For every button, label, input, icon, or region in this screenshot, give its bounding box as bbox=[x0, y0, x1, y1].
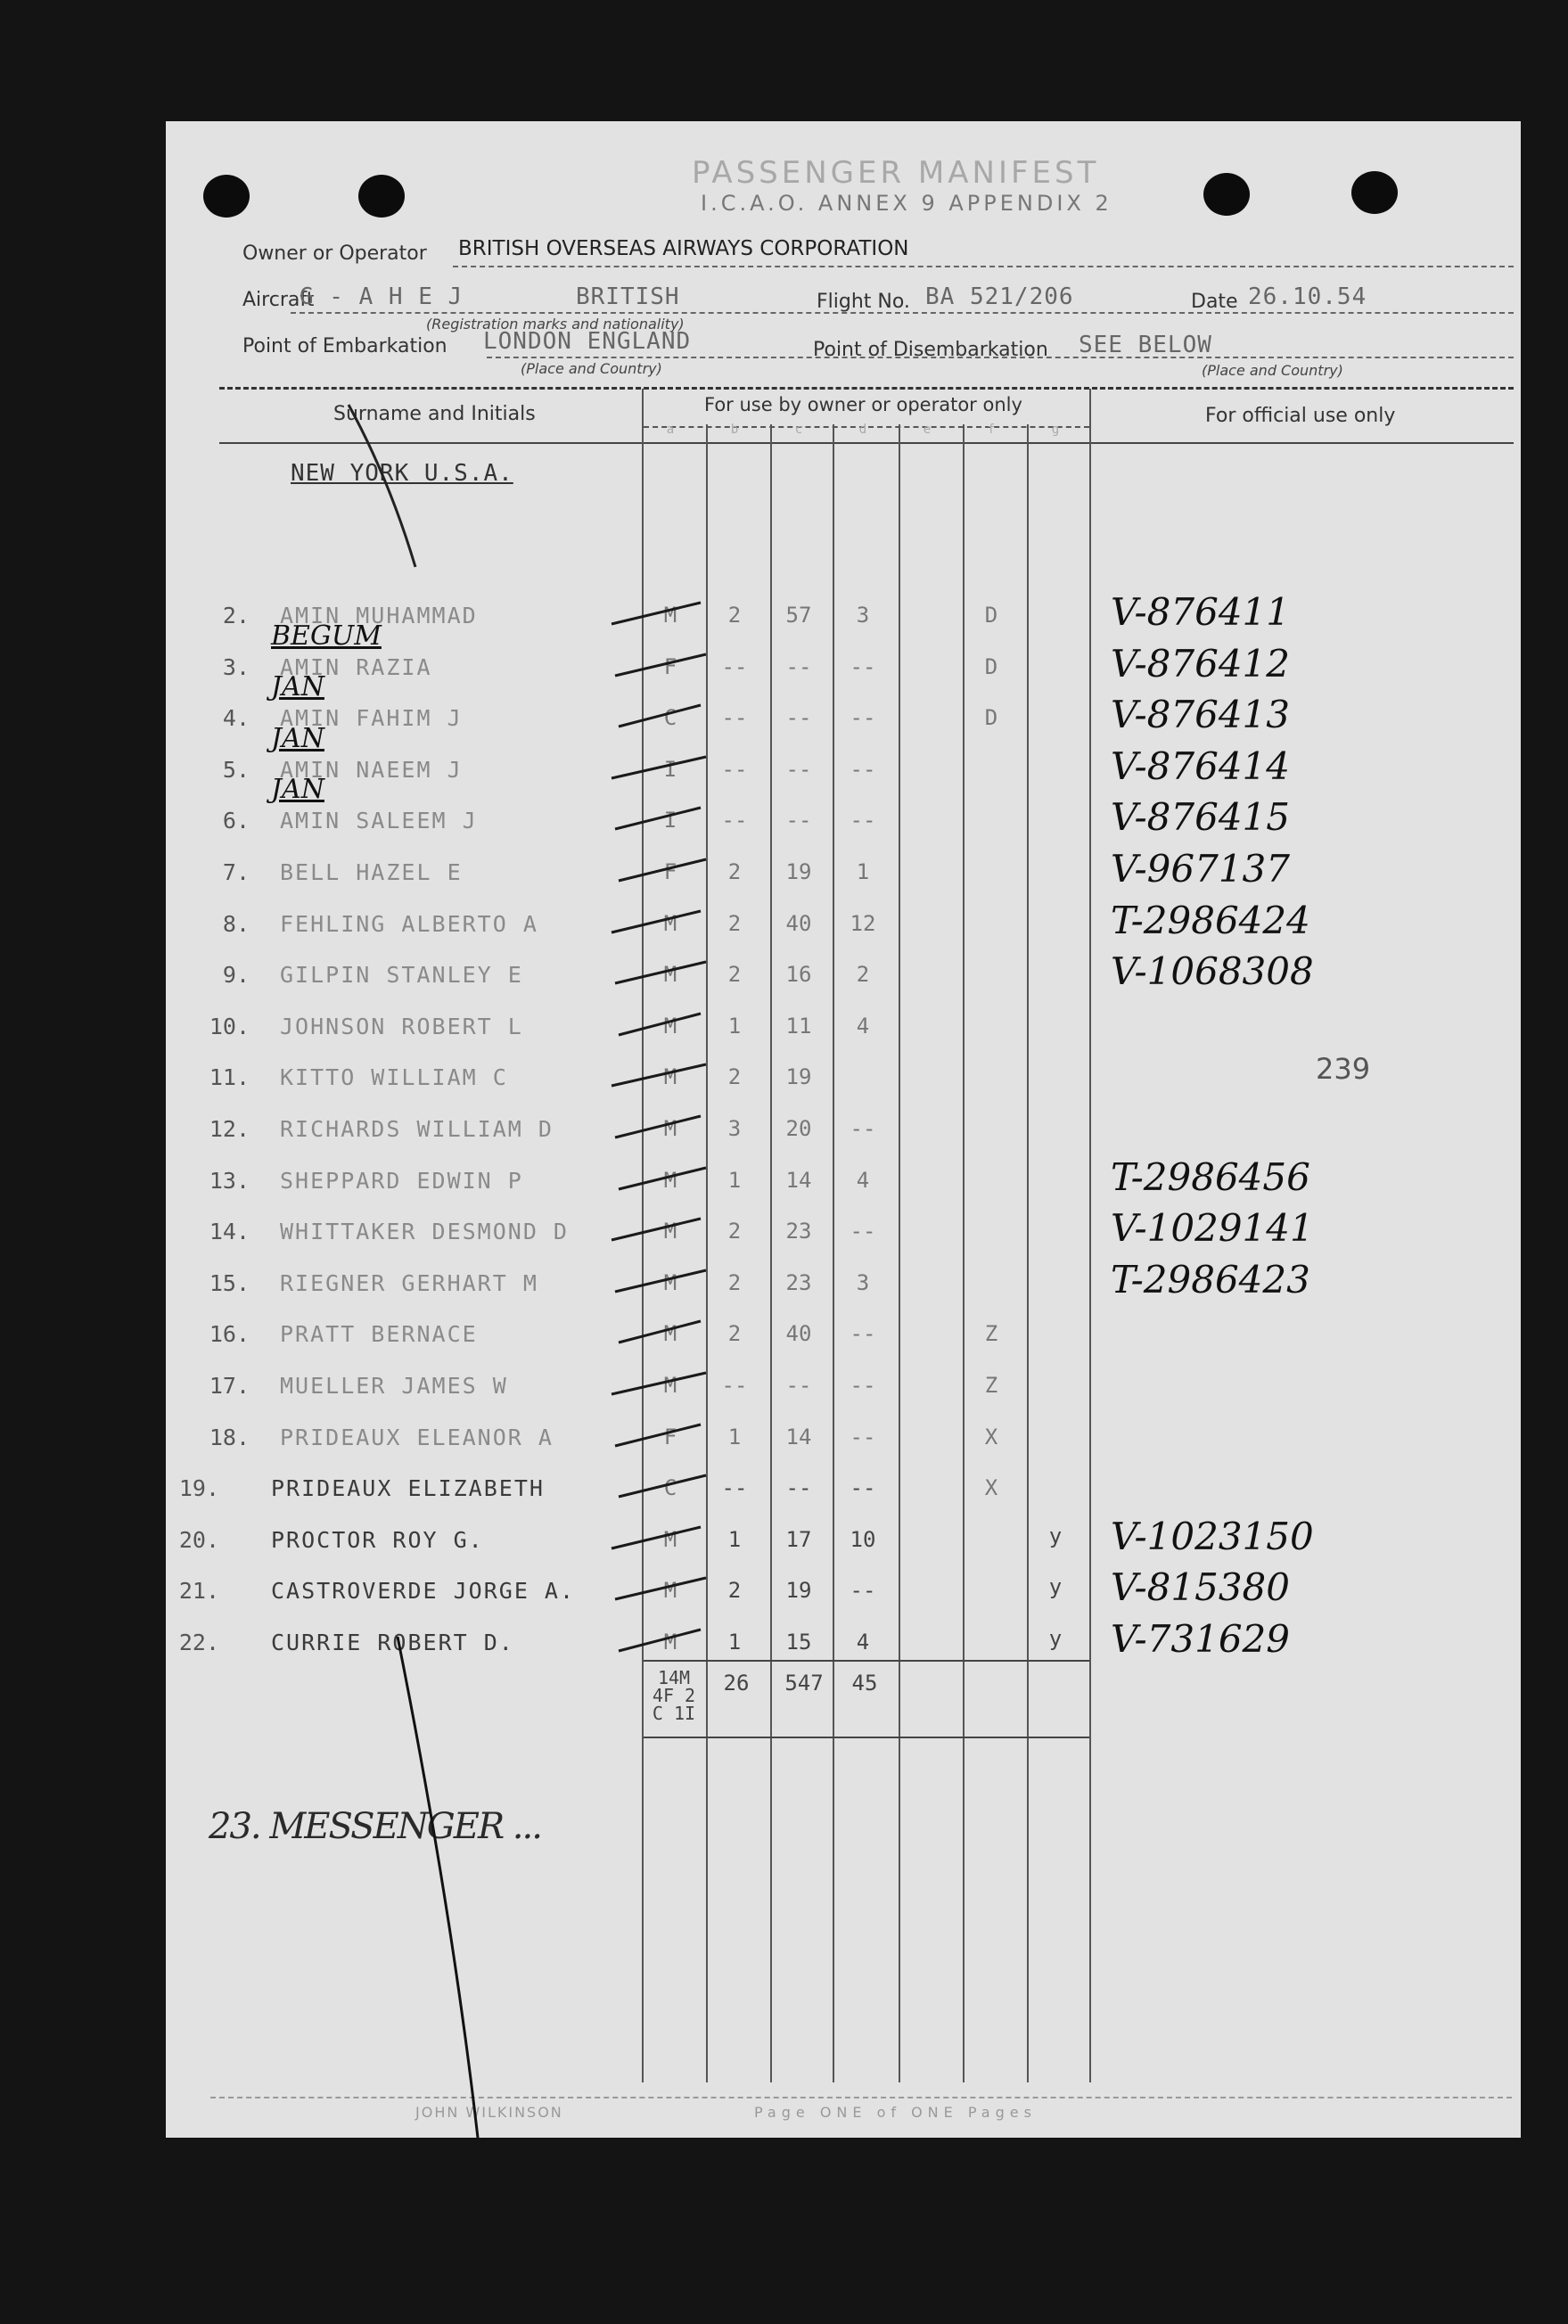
embark-value: LONDON ENGLAND bbox=[483, 328, 692, 355]
cell-b: -- bbox=[721, 1475, 748, 1500]
cell-a: F bbox=[663, 1425, 677, 1449]
cell-c: -- bbox=[785, 1475, 812, 1500]
subcolumn-letter: c bbox=[794, 423, 803, 437]
pen-marks bbox=[166, 121, 1521, 2138]
cell-f: Z bbox=[984, 1321, 998, 1346]
cell-g: y bbox=[1048, 1626, 1063, 1651]
cell-d: -- bbox=[850, 1116, 876, 1141]
scribbled-entry: 23. MESSENGER ... bbox=[209, 1806, 541, 1847]
handwritten-correction: JAN bbox=[271, 774, 324, 805]
passenger-name: PRIDEAUX ELIZABETH bbox=[271, 1475, 545, 1501]
cell-a: I bbox=[663, 757, 677, 782]
cell-f: X bbox=[984, 1475, 998, 1500]
cell-a: M bbox=[663, 1373, 677, 1398]
cell-b: 2 bbox=[727, 911, 742, 936]
check-tick bbox=[615, 1116, 701, 1137]
row-number: 18. bbox=[209, 1425, 250, 1450]
official-number: T-2986456 bbox=[1111, 1155, 1310, 1199]
row-number: 13. bbox=[209, 1168, 250, 1194]
cell-c: 40 bbox=[785, 1321, 812, 1346]
check-tick bbox=[619, 1630, 701, 1651]
cell-d: 3 bbox=[856, 1270, 870, 1295]
handwritten-correction: BEGUM bbox=[271, 620, 382, 652]
row-number: 17. bbox=[209, 1373, 250, 1399]
passenger-name: AMIN SALEEM J bbox=[280, 808, 478, 834]
cell-a: I bbox=[663, 808, 677, 833]
check-tick bbox=[612, 603, 701, 624]
cell-c: 23 bbox=[785, 1219, 812, 1244]
registration-note: (Registration marks and nationality) bbox=[426, 316, 685, 333]
cell-b: 1 bbox=[727, 1527, 742, 1552]
official-number: T-2986423 bbox=[1111, 1258, 1310, 1302]
passenger-name: PROCTOR ROY G. bbox=[271, 1527, 484, 1553]
subcolumn-letter: g bbox=[1051, 423, 1060, 437]
cell-d: -- bbox=[850, 1321, 876, 1346]
cell-f: D bbox=[984, 654, 998, 679]
cell-g: y bbox=[1048, 1574, 1063, 1599]
col-official-header: For official use only bbox=[1205, 405, 1396, 427]
cell-c: 40 bbox=[785, 911, 812, 936]
cell-b: 1 bbox=[727, 1014, 742, 1039]
check-tick bbox=[619, 705, 701, 727]
aircraft-value: G - A H E J bbox=[300, 283, 464, 310]
check-tick bbox=[612, 1064, 706, 1086]
total-a: 14M 4F 2C 1I bbox=[652, 1667, 696, 1724]
col-owner-header: For use by owner or operator only bbox=[704, 394, 1022, 415]
date-label: Date bbox=[1191, 291, 1238, 313]
cell-a: M bbox=[663, 603, 677, 628]
passenger-name: BELL HAZEL E bbox=[280, 859, 463, 885]
subcolumn-letter: d bbox=[858, 423, 867, 437]
manifest-title: PASSENGER MANIFEST bbox=[692, 155, 1100, 191]
cell-d: 10 bbox=[850, 1527, 876, 1552]
passenger-name: FEHLING ALBERTO A bbox=[280, 911, 538, 937]
cell-b: -- bbox=[721, 757, 748, 782]
cell-b: 1 bbox=[727, 1630, 742, 1655]
row-number: 12. bbox=[209, 1116, 250, 1142]
official-number: 239 bbox=[1316, 1052, 1371, 1086]
cell-d: 4 bbox=[856, 1630, 870, 1655]
check-tick bbox=[615, 808, 701, 829]
passenger-name: SHEPPARD EDWIN P bbox=[280, 1168, 523, 1194]
disembark-value: SEE BELOW bbox=[1079, 332, 1212, 358]
cell-d: -- bbox=[850, 1578, 876, 1603]
check-tick bbox=[615, 1578, 706, 1599]
cell-a: C bbox=[663, 1475, 677, 1500]
owner-label: Owner or Operator bbox=[242, 242, 427, 265]
cell-f: Z bbox=[984, 1373, 998, 1398]
cell-d: 2 bbox=[856, 962, 870, 987]
total-b: 26 bbox=[723, 1671, 750, 1696]
cell-b: -- bbox=[721, 654, 748, 679]
check-tick bbox=[619, 1168, 706, 1189]
cell-d: 4 bbox=[856, 1168, 870, 1193]
cell-a: M bbox=[663, 1527, 677, 1552]
col-name-header: Surname and Initials bbox=[333, 403, 536, 425]
subcolumn-letter: b bbox=[730, 423, 739, 437]
passenger-name: GILPIN STANLEY E bbox=[280, 962, 523, 988]
passenger-name: CURRIE ROBERT D. bbox=[271, 1630, 514, 1655]
row-number: 15. bbox=[209, 1270, 250, 1296]
check-tick bbox=[619, 1475, 706, 1497]
cell-c: 11 bbox=[785, 1014, 812, 1039]
row-number: 16. bbox=[209, 1321, 250, 1347]
cell-a: M bbox=[663, 1064, 677, 1089]
cell-d: 3 bbox=[856, 603, 870, 628]
handwritten-correction: JAN bbox=[271, 671, 324, 702]
cell-c: 23 bbox=[785, 1270, 812, 1295]
cell-d: -- bbox=[850, 757, 876, 782]
row-number: 14. bbox=[209, 1219, 250, 1244]
cell-d: -- bbox=[850, 1475, 876, 1500]
cell-b: -- bbox=[721, 705, 748, 730]
cell-d: -- bbox=[850, 808, 876, 833]
row-number: 20. bbox=[178, 1527, 219, 1553]
row-number: 9. bbox=[222, 962, 250, 988]
cell-a: M bbox=[663, 1116, 677, 1141]
check-tick bbox=[619, 859, 706, 881]
check-tick bbox=[612, 1527, 701, 1548]
cell-c: -- bbox=[785, 654, 812, 679]
cell-b: 2 bbox=[727, 1064, 742, 1089]
check-tick bbox=[612, 1373, 706, 1394]
cell-b: -- bbox=[721, 808, 748, 833]
official-number: V-1068308 bbox=[1111, 949, 1314, 993]
check-tick bbox=[619, 1014, 701, 1035]
aircraft-label: Aircraft bbox=[242, 289, 315, 311]
cell-d: 12 bbox=[850, 911, 876, 936]
subcolumn-letter: e bbox=[923, 423, 932, 437]
cell-b: 2 bbox=[727, 859, 742, 884]
total-d: 45 bbox=[851, 1671, 878, 1696]
date-value: 26.10.54 bbox=[1248, 283, 1367, 310]
cell-a: F bbox=[663, 859, 677, 884]
cell-d: -- bbox=[850, 654, 876, 679]
cell-d: -- bbox=[850, 705, 876, 730]
manifest-subtitle: I.C.A.O. ANNEX 9 APPENDIX 2 bbox=[701, 191, 1112, 216]
cell-c: 19 bbox=[785, 1578, 812, 1603]
cell-d: 1 bbox=[856, 859, 870, 884]
manifest-sheet bbox=[166, 121, 1521, 2138]
official-number: V-815380 bbox=[1111, 1565, 1290, 1609]
row-number: 8. bbox=[222, 911, 250, 937]
cell-c: -- bbox=[785, 808, 812, 833]
cell-d: -- bbox=[850, 1219, 876, 1244]
official-number: V-876413 bbox=[1111, 693, 1290, 736]
cell-a: M bbox=[663, 1168, 677, 1193]
cell-d: 4 bbox=[856, 1014, 870, 1039]
cell-f: X bbox=[984, 1425, 998, 1449]
official-number: V-876411 bbox=[1111, 590, 1290, 634]
disembark-label: Point of Disembarkation bbox=[813, 339, 1048, 361]
official-number: V-876412 bbox=[1111, 642, 1290, 686]
cell-c: 19 bbox=[785, 1064, 812, 1089]
cell-a: C bbox=[663, 705, 677, 730]
cell-a: M bbox=[663, 911, 677, 936]
cell-c: 17 bbox=[785, 1527, 812, 1552]
cell-a: M bbox=[663, 1630, 677, 1655]
row-number: 19. bbox=[178, 1475, 219, 1501]
cell-c: 14 bbox=[785, 1425, 812, 1449]
passenger-name: RICHARDS WILLIAM D bbox=[280, 1116, 554, 1142]
row-number: 6. bbox=[222, 808, 250, 834]
cell-c: 14 bbox=[785, 1168, 812, 1193]
cell-c: -- bbox=[785, 705, 812, 730]
passenger-name: PRIDEAUX ELEANOR A bbox=[280, 1425, 554, 1450]
cell-d: -- bbox=[850, 1425, 876, 1449]
cell-a: M bbox=[663, 1219, 677, 1244]
nationality-value: BRITISH bbox=[576, 283, 680, 310]
cell-b: 2 bbox=[727, 962, 742, 987]
flight-label: Flight No. bbox=[817, 291, 910, 313]
passenger-name: CASTROVERDE JORGE A. bbox=[271, 1578, 576, 1604]
flight-value: BA 521/206 bbox=[925, 283, 1074, 310]
check-tick bbox=[619, 1321, 701, 1343]
check-tick bbox=[615, 1425, 701, 1446]
passenger-name: AMIN MUHAMMAD bbox=[280, 603, 478, 628]
row-number: 22. bbox=[178, 1630, 219, 1655]
destination-label: NEW YORK U.S.A. bbox=[291, 460, 513, 487]
row-number: 2. bbox=[222, 603, 250, 628]
cell-g: y bbox=[1048, 1523, 1063, 1548]
check-tick bbox=[612, 1219, 701, 1240]
passenger-name: AMIN FAHIM J bbox=[280, 705, 463, 731]
cell-f: D bbox=[984, 705, 998, 730]
cell-b: 2 bbox=[727, 1578, 742, 1603]
cell-b: 3 bbox=[727, 1116, 742, 1141]
official-number: V-876415 bbox=[1111, 795, 1290, 839]
row-number: 4. bbox=[222, 705, 250, 731]
handwritten-correction: JAN bbox=[271, 723, 324, 754]
passenger-name: MUELLER JAMES W bbox=[280, 1373, 508, 1399]
cell-a: M bbox=[663, 962, 677, 987]
official-number: V-876414 bbox=[1111, 744, 1290, 788]
cell-b: -- bbox=[721, 1373, 748, 1398]
owner-value: BRITISH OVERSEAS AIRWAYS CORPORATION bbox=[458, 237, 909, 260]
subcolumn-letter: f bbox=[987, 423, 996, 437]
cell-b: 1 bbox=[727, 1425, 742, 1449]
passenger-name: AMIN NAEEM J bbox=[280, 757, 463, 783]
check-tick bbox=[612, 757, 706, 778]
official-number: V-1023150 bbox=[1111, 1515, 1314, 1558]
total-c: 547 bbox=[784, 1671, 824, 1696]
check-tick bbox=[615, 654, 706, 676]
row-number: 5. bbox=[222, 757, 250, 783]
cell-b: 2 bbox=[727, 1270, 742, 1295]
row-number: 21. bbox=[178, 1578, 219, 1604]
cell-b: 1 bbox=[727, 1168, 742, 1193]
cell-c: 16 bbox=[785, 962, 812, 987]
cell-c: 15 bbox=[785, 1630, 812, 1655]
cell-a: M bbox=[663, 1578, 677, 1603]
passenger-name: KITTO WILLIAM C bbox=[280, 1064, 508, 1090]
passenger-name: RIEGNER GERHART M bbox=[280, 1270, 538, 1296]
row-number: 10. bbox=[209, 1014, 250, 1039]
cell-a: M bbox=[663, 1270, 677, 1295]
disembark-note: (Place and Country) bbox=[1202, 362, 1343, 379]
official-number: V-1029141 bbox=[1111, 1206, 1314, 1250]
row-number: 7. bbox=[222, 859, 250, 885]
check-tick bbox=[615, 1270, 706, 1292]
cell-c: 20 bbox=[785, 1116, 812, 1141]
row-number: 11. bbox=[209, 1064, 250, 1090]
cell-a: M bbox=[663, 1014, 677, 1039]
passenger-name: WHITTAKER DESMOND D bbox=[280, 1219, 569, 1244]
check-tick bbox=[612, 911, 701, 932]
cell-c: 57 bbox=[785, 603, 812, 628]
cell-a: M bbox=[663, 1321, 677, 1346]
subcolumn-letter: a bbox=[666, 423, 675, 437]
cell-f: D bbox=[984, 603, 998, 628]
embark-label: Point of Embarkation bbox=[242, 335, 447, 357]
official-number: V-731629 bbox=[1111, 1617, 1290, 1661]
cell-a: F bbox=[663, 654, 677, 679]
cell-c: -- bbox=[785, 757, 812, 782]
cell-b: 2 bbox=[727, 1219, 742, 1244]
passenger-name: AMIN RAZIA bbox=[280, 654, 432, 680]
cell-b: 2 bbox=[727, 1321, 742, 1346]
official-number: T-2986424 bbox=[1111, 899, 1310, 942]
footer-right: Page ONE of ONE Pages bbox=[754, 2104, 1037, 2121]
embark-note: (Place and Country) bbox=[521, 360, 662, 377]
passenger-name: PRATT BERNACE bbox=[280, 1321, 478, 1347]
cell-b: 2 bbox=[727, 603, 742, 628]
official-number: V-967137 bbox=[1111, 847, 1290, 891]
footer-left: JOHN WILKINSON bbox=[415, 2104, 563, 2121]
passenger-name: JOHNSON ROBERT L bbox=[280, 1014, 523, 1039]
check-tick bbox=[615, 962, 706, 983]
cell-d: -- bbox=[850, 1373, 876, 1398]
row-number: 3. bbox=[222, 654, 250, 680]
cell-c: -- bbox=[785, 1373, 812, 1398]
cell-c: 19 bbox=[785, 859, 812, 884]
